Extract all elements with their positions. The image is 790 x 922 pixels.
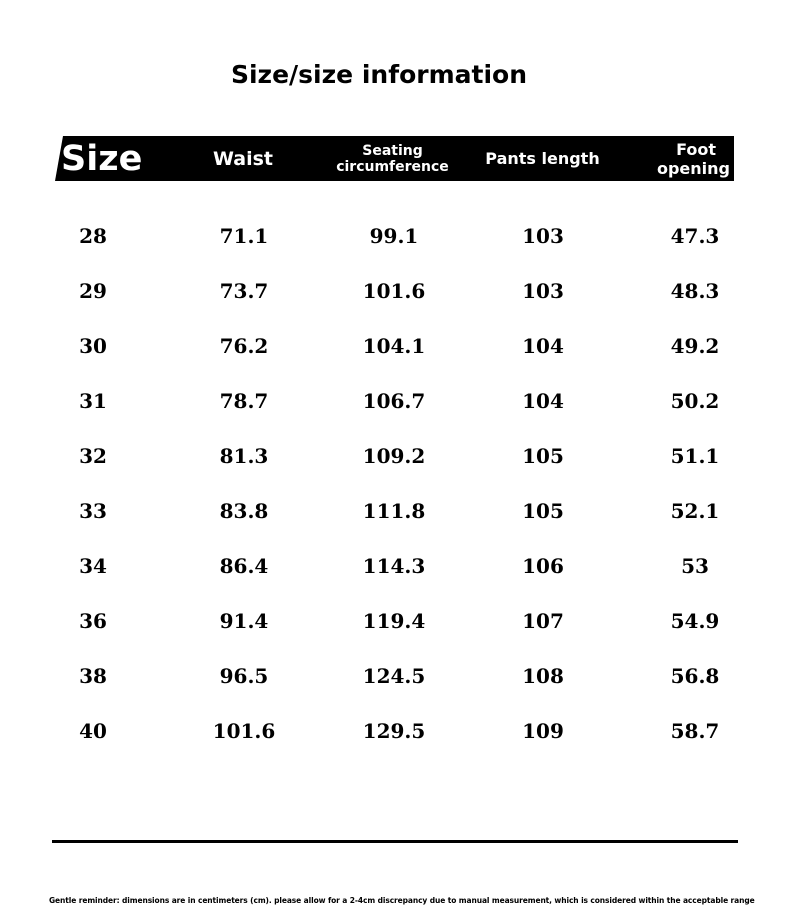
cell-size: 30 (79, 334, 107, 358)
header-pants-length: Pants length (485, 149, 600, 168)
cell-foot-opening: 56.8 (670, 664, 720, 688)
cell-seat: 101.6 (362, 279, 426, 303)
cell-waist: 101.6 (212, 719, 276, 743)
cell-seat: 104.1 (362, 334, 426, 358)
header-waist: Waist (212, 147, 273, 170)
size-table-body (0, 212, 790, 762)
cell-foot-opening: 49.2 (670, 334, 720, 358)
table-row (0, 707, 790, 762)
cell-pants-length: 109 (522, 719, 564, 743)
cell-waist: 76.2 (219, 334, 269, 358)
cell-seat: 111.8 (362, 499, 426, 523)
cell-pants-length: 107 (522, 609, 564, 633)
table-row (0, 432, 790, 487)
cell-seat: 114.3 (362, 554, 426, 578)
cell-seat: 119.4 (362, 609, 426, 633)
cell-pants-length: 108 (522, 664, 564, 688)
cell-foot-opening: 47.3 (670, 224, 720, 248)
cell-pants-length: 105 (522, 499, 564, 523)
table-row (0, 542, 790, 597)
cell-foot-opening: 53 (681, 554, 709, 578)
cell-size: 38 (79, 664, 107, 688)
cell-waist: 96.5 (219, 664, 269, 688)
header-size: Size (61, 138, 143, 179)
table-row (0, 267, 790, 322)
table-row (0, 212, 790, 267)
cell-seat: 106.7 (362, 389, 426, 413)
table-row (0, 652, 790, 707)
header-seating-circumference (325, 136, 460, 181)
cell-pants-length: 105 (522, 444, 564, 468)
cell-waist: 73.7 (219, 279, 269, 303)
cell-waist: 78.7 (219, 389, 269, 413)
header-foot-line2: opening (656, 158, 730, 178)
cell-size: 33 (79, 499, 107, 523)
header-foot-opening (635, 136, 730, 181)
cell-waist: 71.1 (219, 224, 269, 248)
cell-pants-length: 104 (522, 334, 564, 358)
cell-pants-length: 104 (522, 389, 564, 413)
cell-size: 29 (79, 279, 107, 303)
header-seat-line1: Seating (362, 142, 423, 159)
cell-pants-length: 103 (522, 279, 564, 303)
measurement-note: Gentle reminder: dimensions are in centimeters (cm). please allow for a 2-4cm discrepancy due to manual measurement, which is considered within the acceptable range (49, 896, 755, 905)
cell-pants-length: 103 (522, 224, 564, 248)
table-row (0, 322, 790, 377)
cell-waist: 83.8 (219, 499, 269, 523)
table-row (0, 487, 790, 542)
table-row (0, 597, 790, 652)
cell-foot-opening: 48.3 (670, 279, 720, 303)
cell-foot-opening: 51.1 (670, 444, 720, 468)
cell-foot-opening: 50.2 (670, 389, 720, 413)
cell-seat: 124.5 (362, 664, 426, 688)
header-foot-line1: Foot (676, 139, 716, 159)
cell-pants-length: 106 (522, 554, 564, 578)
cell-foot-opening: 58.7 (670, 719, 720, 743)
cell-size: 31 (79, 389, 107, 413)
page-title: Size/size information (230, 60, 528, 89)
cell-size: 34 (79, 554, 107, 578)
header-seat-line2: circumference (336, 158, 449, 175)
cell-foot-opening: 52.1 (670, 499, 720, 523)
cell-seat: 99.1 (369, 224, 419, 248)
table-header (55, 136, 734, 181)
table-row (0, 377, 790, 432)
cell-size: 28 (79, 224, 107, 248)
cell-seat: 109.2 (362, 444, 426, 468)
cell-size: 32 (79, 444, 107, 468)
cell-waist: 81.3 (219, 444, 269, 468)
cell-size: 40 (79, 719, 107, 743)
cell-foot-opening: 54.9 (670, 609, 720, 633)
cell-size: 36 (79, 609, 107, 633)
cell-waist: 91.4 (219, 609, 269, 633)
divider (52, 840, 738, 843)
cell-seat: 129.5 (362, 719, 426, 743)
cell-waist: 86.4 (219, 554, 269, 578)
